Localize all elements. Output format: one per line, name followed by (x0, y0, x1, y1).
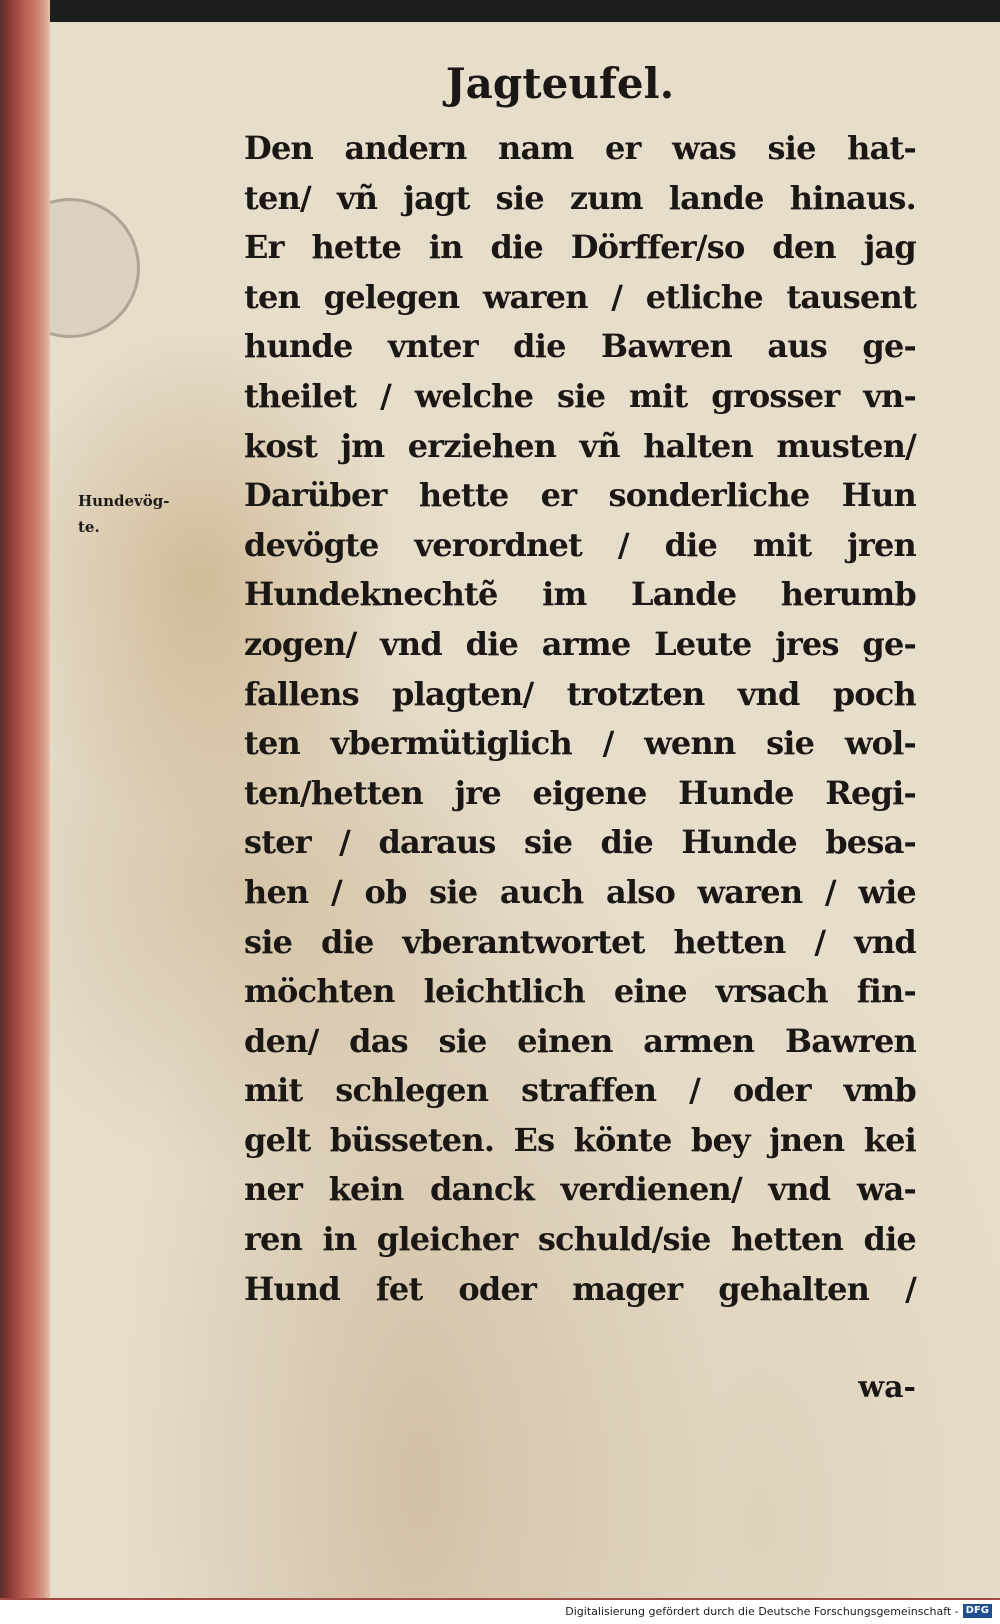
body-text (244, 124, 916, 1314)
text-line: kost jm erziehen vñ halten musten/ (244, 426, 916, 465)
text-line: möchten leichtlich eine vrsach fin- (244, 972, 916, 1011)
text-line: Hund fet oder mager gehalten / (244, 1269, 916, 1308)
marginal-note-line: te. (78, 518, 100, 536)
text-line: ten gelegen waren / etliche tausent (244, 277, 916, 316)
text-line: fallens plagten/ trotzten vnd poch (244, 674, 916, 713)
text-line: sie die vberantwortet hetten / vnd (244, 922, 916, 961)
digitization-credit (565, 1602, 992, 1620)
text-line: ster / daraus sie die Hunde besa- (244, 823, 916, 862)
marginal-note-line: Hundevög- (78, 492, 170, 510)
text-line: theilet / welche sie mit grosser vn- (244, 376, 916, 415)
text-line: ten/ vñ jagt sie zum lande hinaus. (244, 178, 916, 217)
text-line: gelt büsseten. Es könte bey jnen kei (244, 1120, 916, 1159)
text-line: ten/hetten jre eigene Hunde Regi- (244, 773, 916, 812)
scanner-top-band (0, 0, 1000, 22)
text-line: Er hette in die Dörffer/so den jag (244, 228, 916, 267)
text-line: ren in gleicher schuld/sie hetten die (244, 1220, 916, 1259)
text-line: den/ das sie einen armen Bawren (244, 1021, 916, 1060)
catchword: wa- (858, 1370, 916, 1405)
text-line: hen / ob sie auch also waren / wie (244, 872, 916, 911)
credit-text: Digitalisierung gefördert durch die Deutsche Forschungsgemeinschaft - (565, 1604, 959, 1618)
text-line: Darüber hette er sonderliche Hun (244, 476, 916, 515)
text-line: zogen/ vnd die arme Leute jres ge- (244, 624, 916, 663)
dfg-logo-icon: DFG (963, 1604, 992, 1618)
text-line: Hundeknechtẽ im Lande herumb (244, 575, 916, 614)
marginal-note (78, 488, 238, 540)
text-line: devögte verordnet / die mit jren (244, 525, 916, 564)
text-line: mit schlegen straffen / oder vmb (244, 1071, 916, 1110)
text-line: Den andern nam er was sie hat- (244, 129, 916, 167)
text-line: ner kein danck verdienen/ vnd wa- (244, 1170, 916, 1209)
text-line: hunde vnter die Bawren aus ge- (244, 327, 916, 366)
text-line: ten vbermütiglich / wenn sie wol- (244, 724, 916, 763)
page-edge (0, 0, 50, 1598)
running-head: Jagteufel. (445, 59, 675, 108)
